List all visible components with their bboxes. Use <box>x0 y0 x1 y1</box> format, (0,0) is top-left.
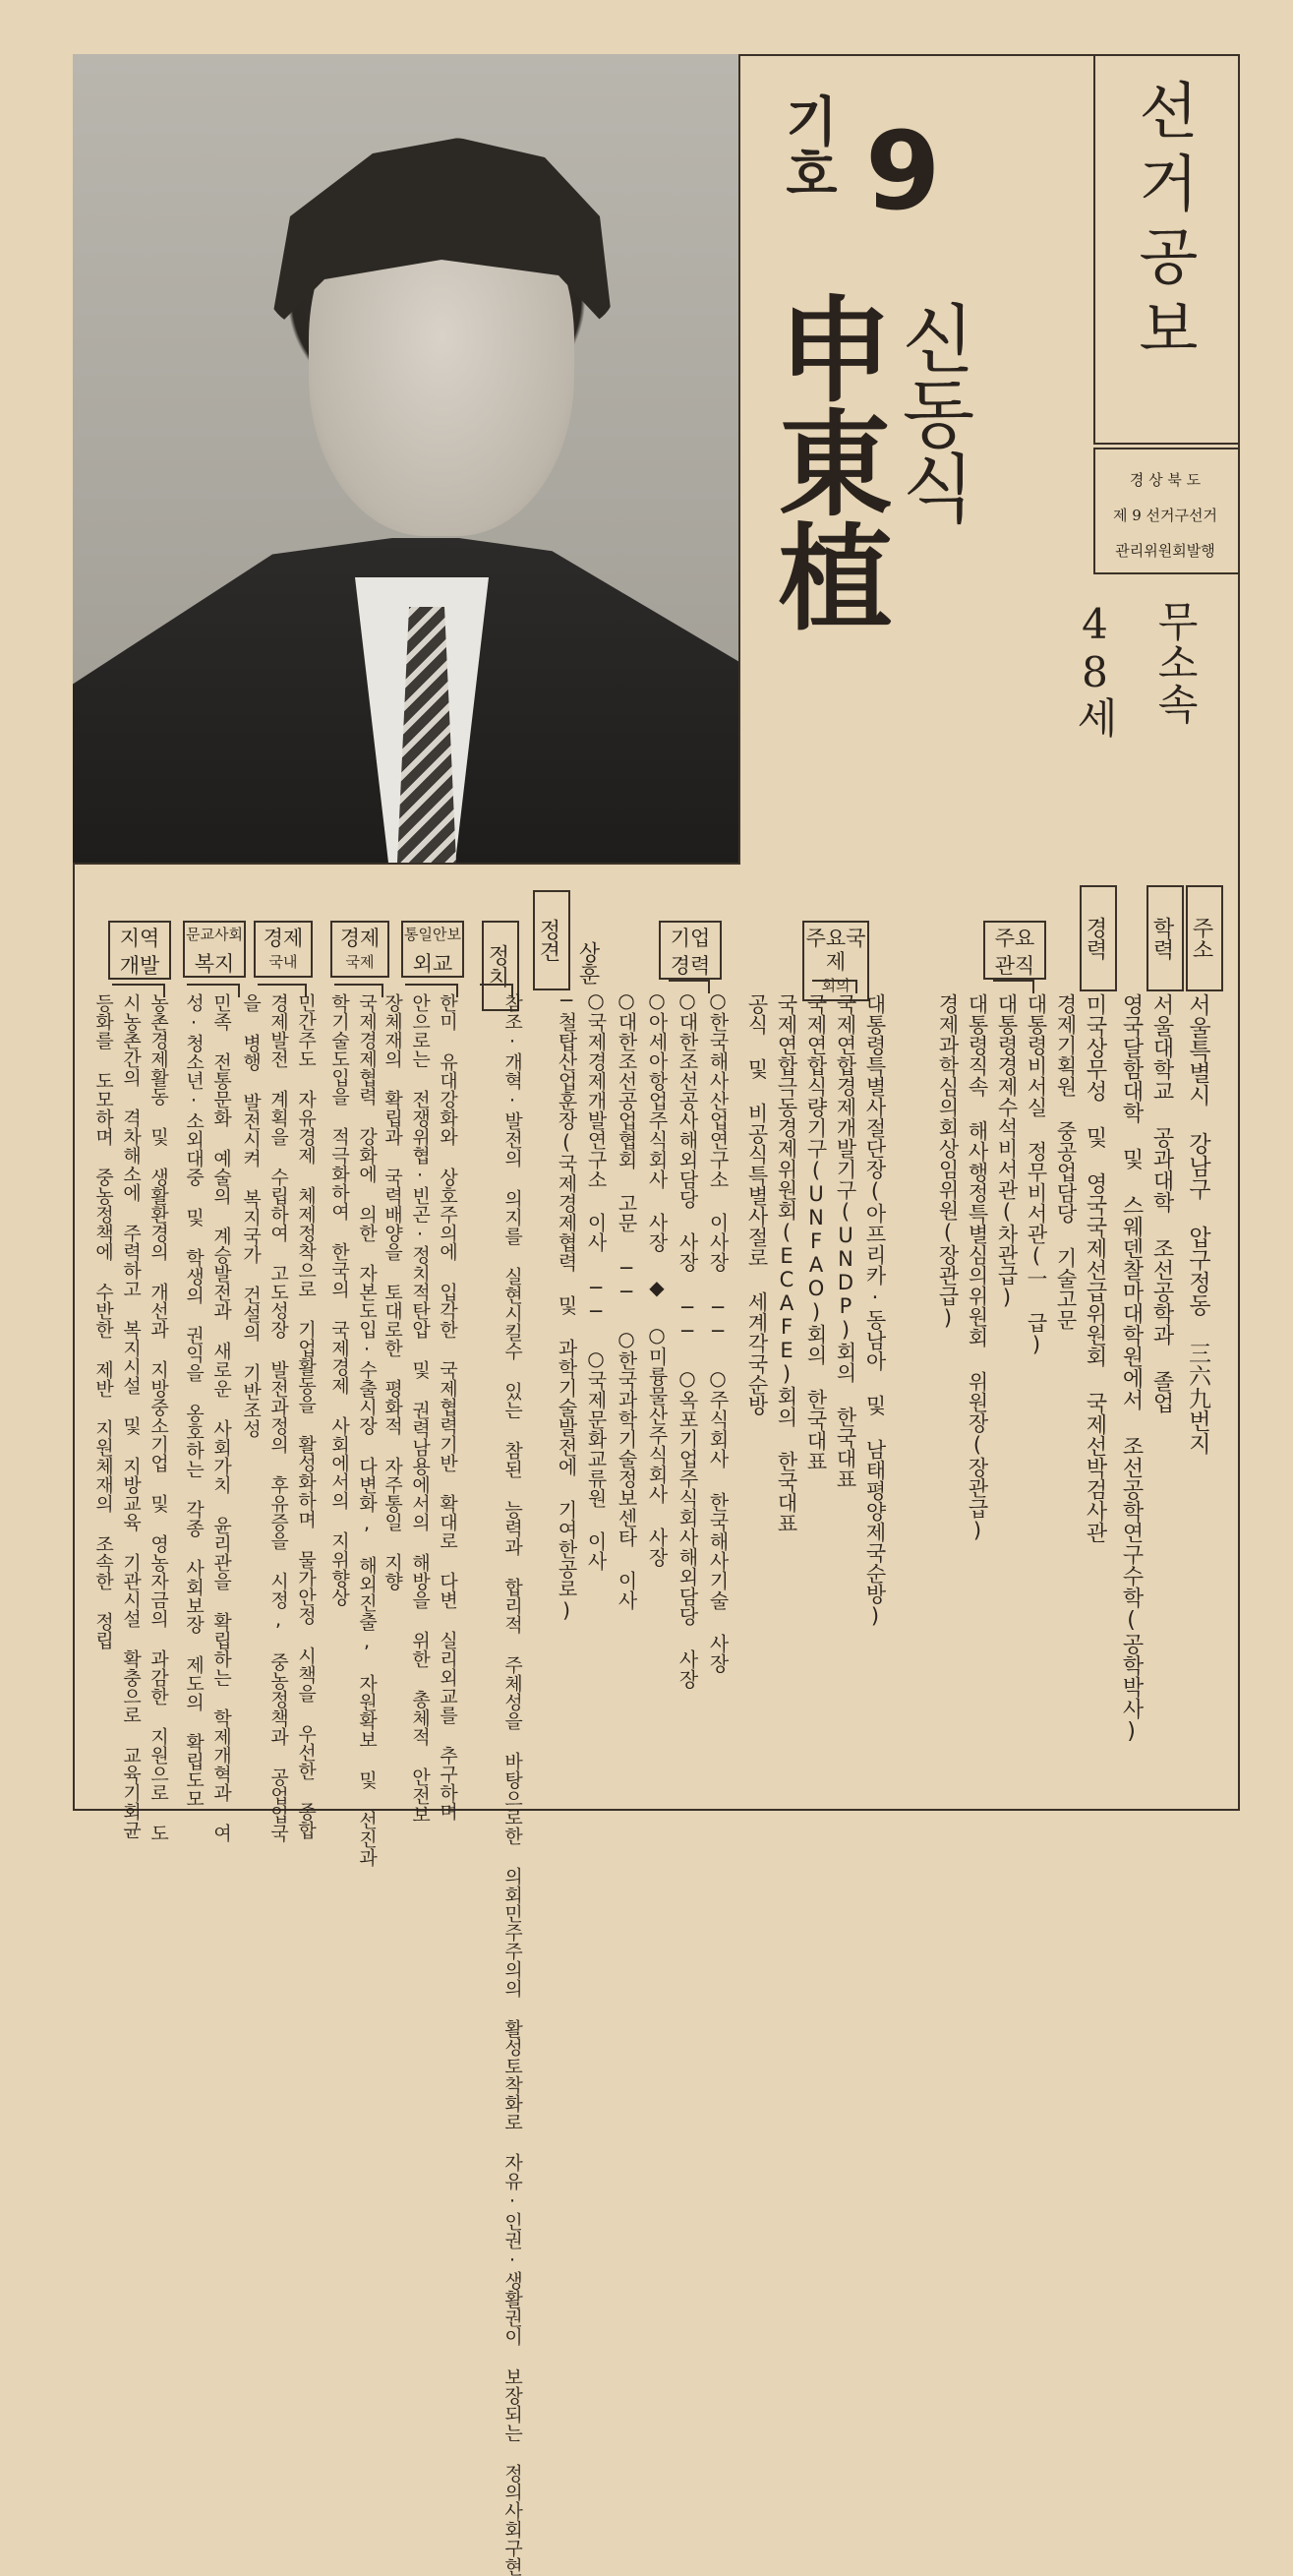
label-regional <box>108 921 171 980</box>
awards-text <box>551 988 581 1697</box>
career-line: 미국상무성 및 영국국제선급위원회 국제선박검사관 <box>1083 993 1107 1543</box>
bracket-mark <box>669 980 710 993</box>
business-item: ○대한조선공업협회 고문 ── ○한국과학기술정보센타 이사 <box>615 988 638 1610</box>
business-item: ○국제경제개발연구소 이사 ── ○국제문화교류원 이사 <box>584 988 608 1571</box>
education-text <box>1116 993 1177 1780</box>
platform-culture <box>180 993 235 1842</box>
label-economy-domestic <box>254 921 313 978</box>
business-item: ○대한조선공사해외담당 사장 ── ○옥포기업주식회사해외담당 사장 <box>676 988 699 1689</box>
label-economy-intl <box>330 921 389 978</box>
business-item: ○한국해사산업연구소 이사장 ── ○주식회사 한국해사기술 사장 <box>706 988 730 1673</box>
candidate-name-hangul: 신동식 <box>889 300 976 524</box>
candidate-name-hanja: 申東植 <box>759 290 893 632</box>
platform-politics-text: 참조·개혁·발전의 의지를 실현시킬수 있는 참된 능력과 합리적 주체성을 바탕으로한 의회민주주의의 활성토착화로 자유·인권·생활권이 보장되는 정의사회구현 <box>501 993 523 2576</box>
education-line: 서울대학교 공과대학 조선공학과 졸업 <box>1149 993 1174 1413</box>
platform-economy-domestic-line: 을 병행 발전시켜 복지국가 건설의 기반조성 <box>240 993 262 1438</box>
platform-economy-intl <box>325 993 381 1867</box>
label-culture-bottom: 복지 <box>194 952 235 976</box>
label-diplomacy <box>401 921 464 978</box>
label-economy-domestic-line: 국내 <box>268 953 298 971</box>
platform-diplomacy-line: 안으로는 전쟁위협·빈곤·정치적탄압 및 권력남용에서의 해방을 위한 총체적 안전보 <box>409 993 431 1824</box>
business-item: ○아세아항업주식회사 사장 ◆ ○미륭물산주식회사 사장 <box>645 988 669 1567</box>
bracket-mark <box>258 984 307 997</box>
address-line: 서울특별시 강남구 압구정동 三六九번지 <box>1185 993 1210 1455</box>
intl-meeting-list <box>742 993 890 1721</box>
label-economy-intl-line: 국제 <box>345 953 375 971</box>
label-economy-domestic-line: 경제 <box>263 927 304 950</box>
issuer-line: 제 9 선거구선거 <box>1112 507 1218 524</box>
label-culture <box>183 921 246 978</box>
public-office-item: 경제기획원 중공업담당 기술고문 <box>1054 993 1078 1330</box>
label-public-office-line: 관직 <box>994 954 1035 978</box>
platform-regional <box>89 993 172 1842</box>
label-career: 경력 <box>1080 885 1117 991</box>
public-office-list <box>933 993 1081 1721</box>
label-diplomacy-top: 통일안보 <box>404 926 461 943</box>
label-address: 주소 <box>1186 885 1223 991</box>
public-office-item: 대통령비서실 정무비서관(一 급) <box>1025 993 1048 1356</box>
bracket-mark <box>334 984 383 997</box>
candidate-photo <box>73 54 740 865</box>
bracket-mark <box>405 984 458 997</box>
platform-economy-intl-line: 국제경제협력 강화에 의한 자본도입·수출시장 다변화, 해외진출, 자원확보 및 선진과 <box>356 993 378 1867</box>
bracket-mark <box>187 984 240 997</box>
platform-economy-intl-line: 학기술도입을 적극화하여 한국의 국제경제 사회에서의 지위향상 <box>328 993 350 1606</box>
label-culture-top: 문교사회 <box>186 926 243 943</box>
issuer-line: 경 상 북 도 <box>1129 471 1202 489</box>
public-office-item: 대통령직속 해사행정특별심의위원회 위원장(장관급) <box>966 993 989 1542</box>
intl-meeting-item: 국제연합식량기구(UNFAO)회의 한국대표 <box>804 993 828 1471</box>
platform-regional-line: 시농촌간의 격차해소에 주력하고 복지시설 및 지방교육 기관시설 확충으로 교육기회균 <box>120 993 142 1839</box>
label-public-office <box>983 921 1046 980</box>
issuer <box>1101 462 1229 569</box>
platform-economy-domestic-line: 경제발전 계획을 수립하여 고도성장 발전과정의 후유증을 시정, 중농정책과 공업입국 <box>267 993 289 1842</box>
intl-meeting-item: 국제연합극동경제위원회(ECAFE)회의 한국대표 <box>775 993 798 1533</box>
symbol-number: 9 <box>865 108 941 234</box>
document-title: 선거공보 <box>1128 79 1200 370</box>
platform-politics <box>499 993 526 2576</box>
platform-economy-domestic-line: 민간주도 자유경제 체제정착으로 기업활동을 활성화하며 물가안정 시책을 우선한 종합 <box>295 993 317 1839</box>
public-office-item: 대통령경제수석비서관(차관급) <box>995 993 1019 1309</box>
platform-regional-line: 등화를 도모하며 중농정책에 수반한 제반 지원체재의 조속한 정립 <box>92 993 114 1649</box>
intl-meeting-item: 대통령특별사절단장(아프리카·동남아 및 남태평양제국순방) <box>863 993 887 1628</box>
bracket-mark <box>112 984 165 997</box>
platform-diplomacy <box>379 993 461 1824</box>
label-intl-top: 주요국제 <box>805 927 866 974</box>
label-awards: 상훈 <box>575 941 600 985</box>
platform-diplomacy-line: 한미 유대강화와 상호주의에 입각한 국제협력기반 확대로 다변 실리외교를 추구하며 <box>437 993 458 1821</box>
bracket-mark <box>812 980 857 993</box>
platform-regional-line: 농촌경제활동 및 생활환경의 개선과 지방중소기업 및 영농자금의 과감한 지원으로 도 <box>147 993 169 1842</box>
public-office-item: 경제과학심의회상임위원(장관급) <box>936 993 960 1330</box>
bracket-mark <box>480 984 513 997</box>
label-platform: 정견 <box>533 890 570 990</box>
education-line: 영국달함대학 및 스웨덴찰마대학원에서 조선공학연구수학(공학박사) <box>1119 993 1144 1744</box>
label-business <box>659 921 722 980</box>
label-diplomacy-bottom: 외교 <box>412 952 453 976</box>
label-education: 학력 <box>1146 885 1184 991</box>
intl-meeting-item: 국제연합경제개발기구(UNDP)회의 한국대표 <box>834 993 857 1489</box>
label-intl-bottom: 회의 <box>821 977 851 994</box>
label-public-office-line: 주요 <box>994 927 1035 950</box>
intl-meeting-item: 공식 및 비공식특별사절로 세계각국순방 <box>745 993 769 1415</box>
symbol-label: 기호 <box>777 93 839 200</box>
label-regional-line: 개발 <box>119 954 160 978</box>
issuer-line: 관리위원회발행 <box>1115 542 1215 560</box>
label-business-line: 경력 <box>670 954 711 978</box>
business-list <box>580 988 733 1736</box>
candidate-age: 48세 <box>1071 600 1119 738</box>
label-business-line: 기업 <box>670 927 711 950</box>
party-affiliation: 무소속 <box>1151 600 1200 724</box>
platform-diplomacy-line: 장체재의 확립과 국력배양을 토대로한 평화적 자주통일 지향 <box>382 993 403 1590</box>
platform-economy-domestic <box>237 993 320 1842</box>
label-economy-intl-line: 경제 <box>339 927 381 950</box>
career-text <box>1080 993 1110 1603</box>
platform-culture-line: 성·청소년·소외대중 및 학생의 권익을 옹호하는 각종 사회보장 제도의 확립도모 <box>183 993 205 1808</box>
address-text <box>1182 993 1212 1702</box>
bracket-mark <box>993 980 1034 993</box>
label-politics: 정치 <box>482 921 519 1011</box>
awards-line: ─철탑산업훈장(국제경제협력 및 과학기술발전에 기여한공로) <box>555 988 578 1622</box>
platform-culture-line: 민족 전통문화 예술의 계승발전과 새로운 사회가치 윤리관을 확립하는 학제개혁과 여 <box>210 993 232 1842</box>
label-regional-line: 지역 <box>119 927 160 950</box>
